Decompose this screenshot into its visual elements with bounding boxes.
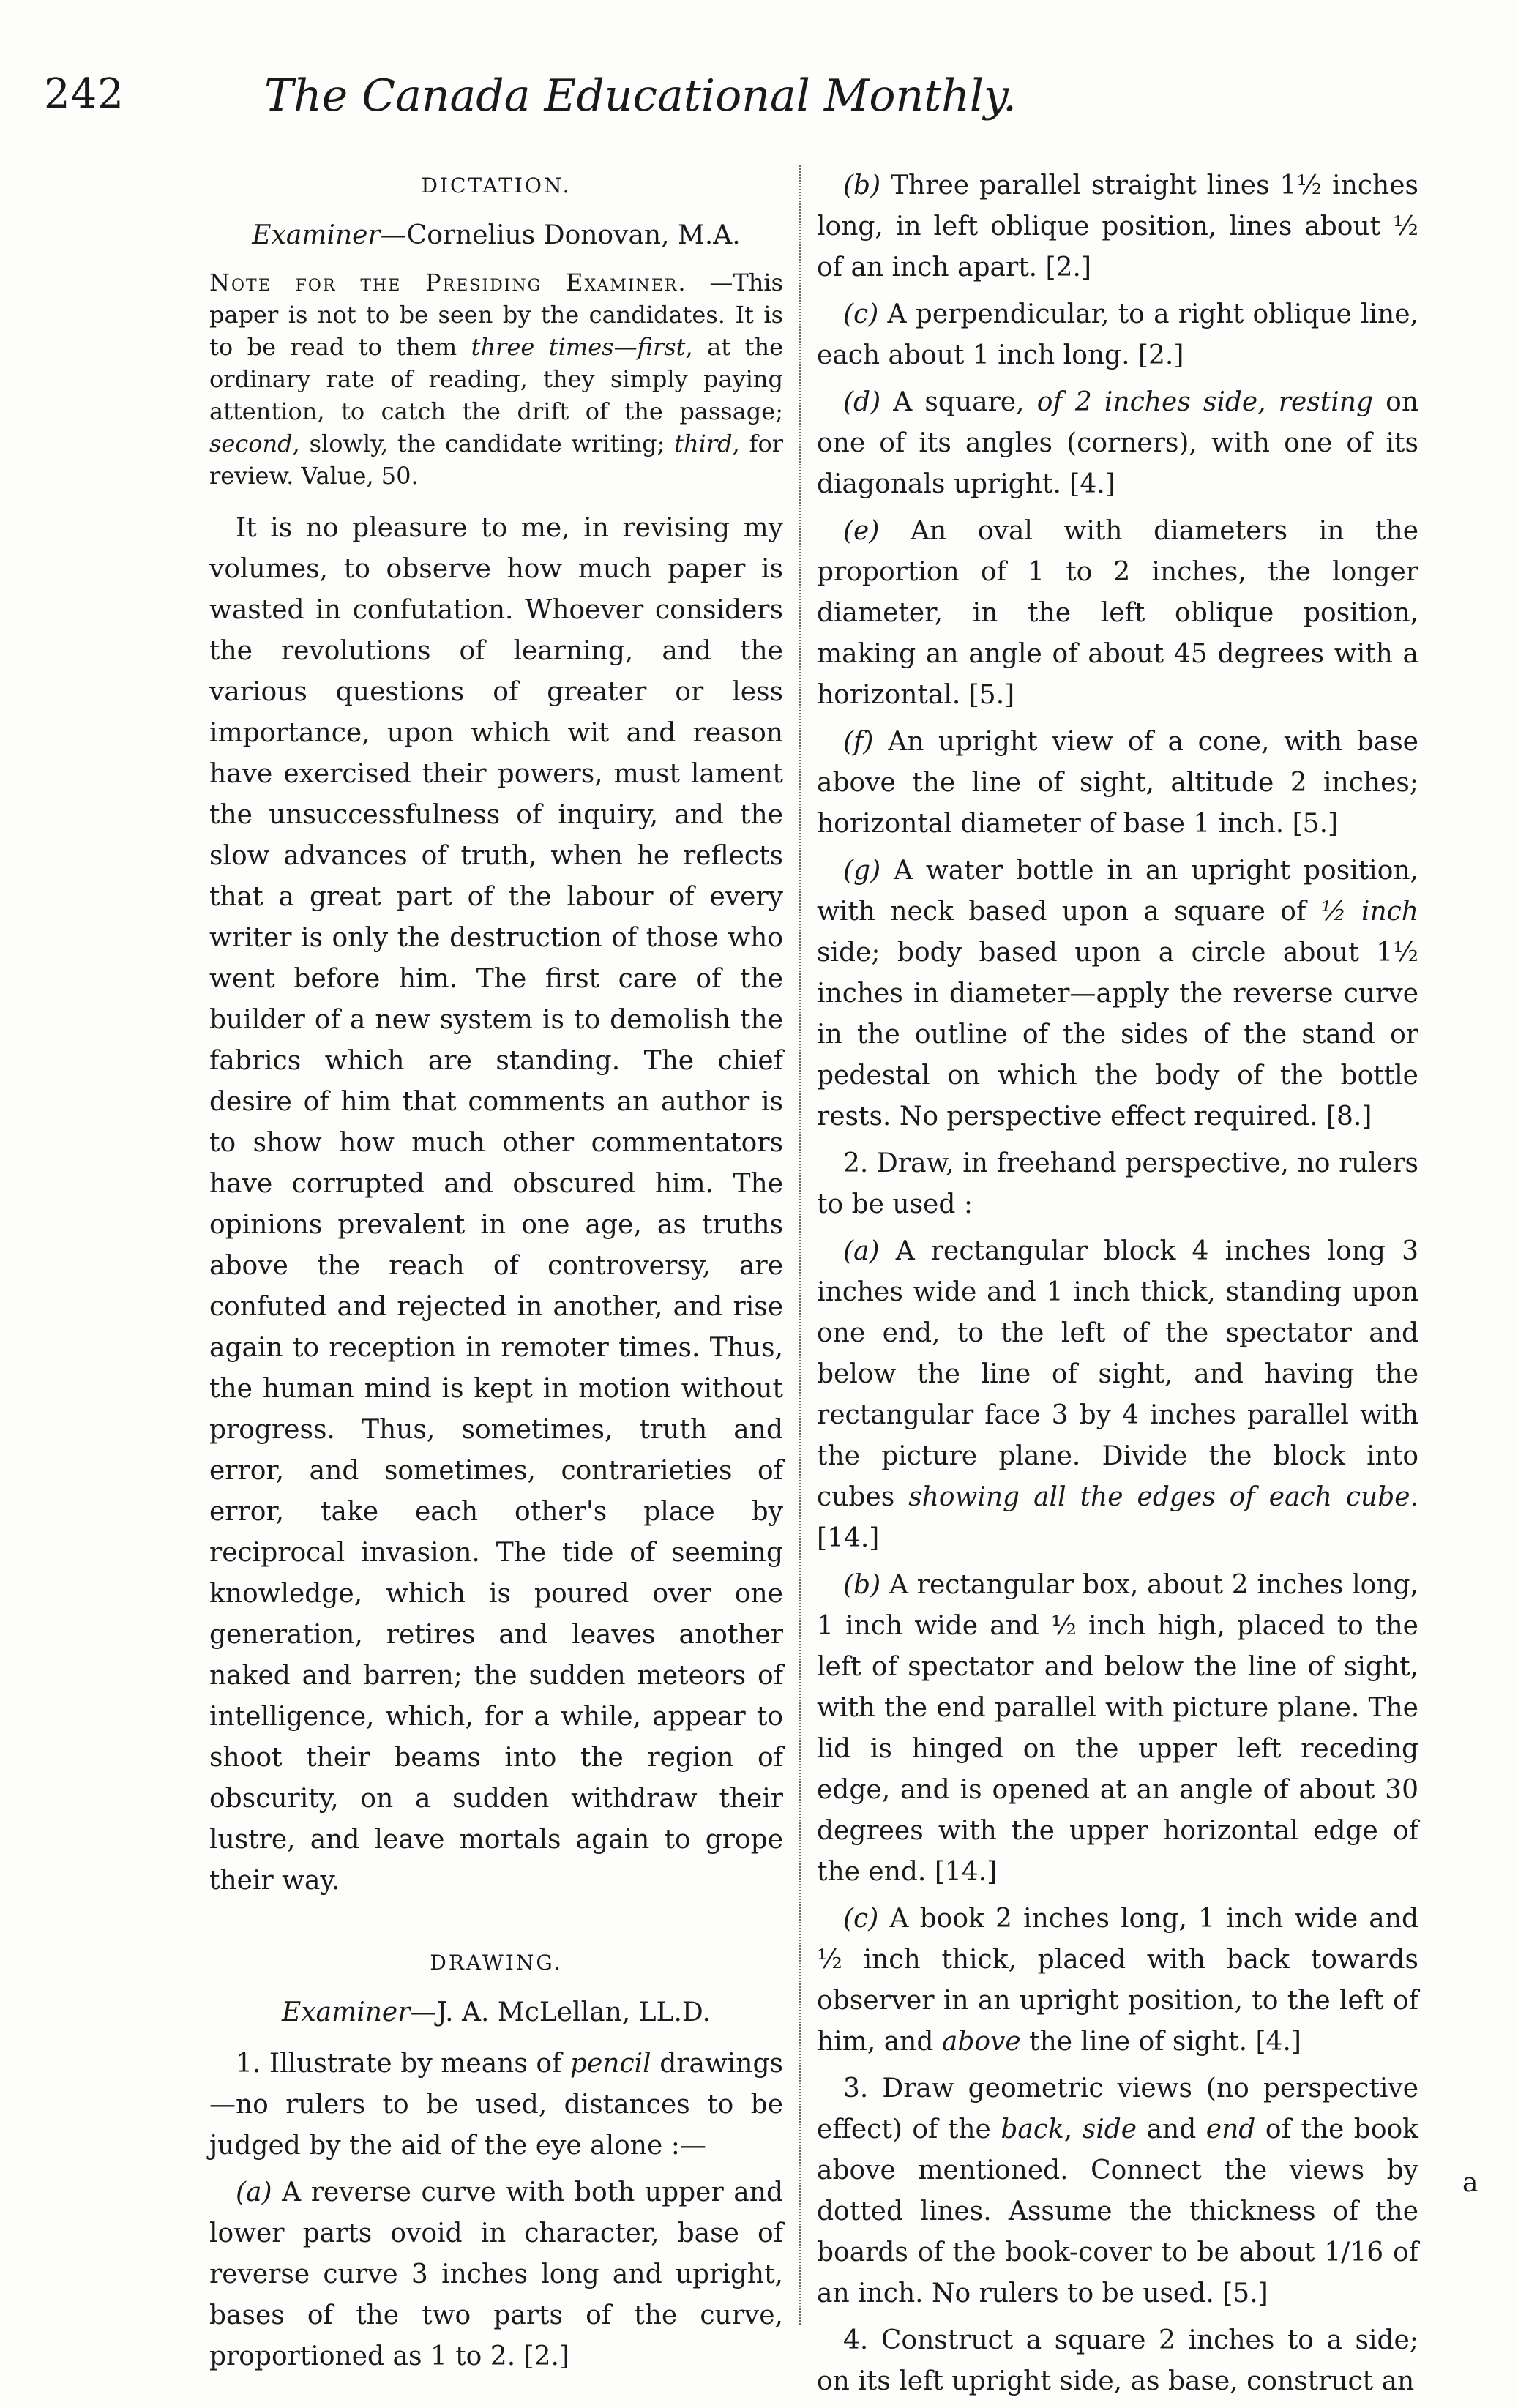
drawing-examiner	[209, 1992, 783, 2033]
note-text: —	[613, 333, 638, 361]
item-text: Three parallel straight lines 1½ inches long, in left oblique position, lines about ½ of an inch apart. [2.]	[817, 171, 1418, 283]
question-text: of the book above mentioned. Connect the views by dotted lines. Assume the thickness of the boards of the book-cover to be about 1/16 of an inch. No rulers to be used. [5.]	[817, 2115, 1418, 2308]
note-text: , at the ordinary rate of reading, they simply paying attention, to catch the drift of the passage;	[209, 333, 784, 425]
item-text: A rectangular box, about 2 inches long, 1 inch wide and ½ inch high, placed to the left of spectator and below the line of sight, with the end parallel with picture plane. The lid is hinged on the upper left receding edge, and is opened at an angle of about 30 degrees with the upper horizontal edge of the end. [14.]	[817, 1570, 1418, 1887]
question-1b	[817, 165, 1418, 288]
question-1	[209, 2044, 783, 2166]
question-text: and	[1137, 2115, 1206, 2145]
item-emphasis: showing all the edges of each cube.	[908, 1482, 1418, 1512]
note-text: —This paper is not to be seen by the candidates. It is to be read to them	[209, 269, 783, 361]
note-lead: Note for the Presiding Examiner.	[209, 269, 687, 296]
item-marker: (b)	[843, 1570, 881, 1600]
question-1e	[817, 511, 1418, 716]
drawing-heading: DRAWING.	[430, 1951, 563, 1975]
note-emphasis: first	[637, 333, 686, 361]
note-emphasis: three times	[471, 333, 614, 361]
column-divider	[799, 165, 801, 2325]
item-emphasis: ½ inch	[1320, 897, 1418, 927]
question-emphasis: pencil	[569, 2049, 651, 2079]
item-marker: (a)	[843, 1236, 880, 1266]
item-text: An oval with diameters in the proportion of 1 to 2 inches, the longer diameter, in the left oblique position, making an angle of about 45 degrees with a horizontal. [5.]	[817, 516, 1418, 710]
question-emphasis: back	[1001, 2115, 1064, 2145]
question-1f	[817, 722, 1418, 845]
item-marker: (g)	[843, 856, 881, 886]
question-1g	[817, 850, 1418, 1137]
question-text: ,	[1063, 2115, 1083, 2145]
question-text: 3. Draw geometric views (no perspective effect) of the	[817, 2074, 1418, 2145]
question-emphasis: side	[1082, 2115, 1137, 2145]
right-column	[817, 165, 1418, 2408]
note-text: , for review. Value, 50.	[209, 430, 783, 490]
examiner-label: Examiner	[252, 220, 381, 250]
question-text: 1. Illustrate by means of	[236, 2049, 570, 2079]
item-marker: (b)	[843, 171, 881, 201]
question-1a	[209, 2172, 783, 2377]
question-2a	[817, 1231, 1418, 1559]
item-marker: (f)	[843, 727, 874, 757]
question-1c	[817, 294, 1418, 376]
examiner-name: —Cornelius Donovan, M.A.	[380, 220, 741, 250]
question-2b	[817, 1565, 1418, 1893]
item-text: An upright view of a cone, with base above the line of sight, altitude 2 inches; horizontal diameter of base 1 inch. [5.]	[817, 727, 1418, 839]
item-marker: (c)	[843, 1904, 879, 1934]
item-text: A perpendicular, to a right oblique line, each about 1 inch long. [2.]	[817, 299, 1418, 370]
item-text: A square,	[880, 387, 1037, 417]
item-emphasis: above	[941, 2027, 1021, 2057]
left-column	[209, 165, 783, 2383]
presiding-examiner-note	[209, 266, 783, 492]
dictation-passage	[209, 508, 783, 1902]
item-emphasis: of 2 inches side, resting	[1036, 387, 1373, 417]
item-text: A reverse curve with both upper and lower parts ovoid in character, base of reverse curve 3 inches long and upright, bases of the two parts of the curve, proportioned as 1 to 2. [2.]	[209, 2177, 783, 2371]
item-text: [14.]	[817, 1523, 880, 1553]
item-text: A book 2 inches long, 1 inch wide and ½ inch thick, placed with back towards observer in an upright position, to the left of him, and	[817, 1904, 1418, 2057]
item-text: A water bottle in an upright position, with neck based upon a square of	[817, 856, 1418, 927]
page-number: 242	[44, 70, 124, 118]
item-text: side; body based upon a circle about 1½ inches in diameter—apply the reverse curve in the outline of the sides of the stand or pedestal on which the body of the bottle rests. No perspective effect required. [8.]	[817, 938, 1418, 1132]
item-marker: (d)	[843, 387, 881, 417]
question-4: 4. Construct a square 2 inches to a side; on its left upright side, as base, construct an	[817, 2325, 1418, 2396]
item-text: the line of sight. [4.]	[1020, 2027, 1301, 2057]
question-text: drawings —no rulers to be used, distances to be judged by the aid of the eye alone :—	[209, 2049, 784, 2161]
item-text: on one of its angles (corners), with one of its diagonals upright. [4.]	[817, 387, 1419, 499]
question-1d	[817, 382, 1418, 505]
question-3	[817, 2068, 1418, 2314]
question-emphasis: end	[1205, 2115, 1256, 2145]
item-marker: (e)	[843, 516, 880, 546]
running-head	[44, 70, 1127, 129]
examiner-name: —J. A. McLellan, LL.D.	[410, 1997, 711, 2027]
dictation-heading: DICTATION.	[421, 173, 572, 198]
item-text: A rectangular block 4 inches long 3 inches wide and 1 inch thick, standing upon one end, to the left of the spectator and below the line of sight, and having the rectangular face 3 by 4 inches parallel with the picture plane. Divide the block into cubes	[817, 1236, 1418, 1512]
journal-title: The Canada Educational Monthly.	[263, 70, 1017, 121]
margin-letter: a	[1462, 2168, 1478, 2198]
dictation-examiner	[209, 215, 783, 256]
note-emphasis: second	[209, 430, 293, 457]
question-2c	[817, 1899, 1418, 2063]
passage-paragraph: It is no pleasure to me, in revising my volumes, to observe how much paper is wasted in confutation. Whoever considers the revolutions of learning, and the various questions of greater or less importance, upon which wit and reason have exercised their powers, must lament the unsuccessfulness of inquiry, and the slow advances of truth, when he reflects that a great part of the labour of every writer is only the destruction of those who went before him. The first care of the builder of a new system is to demolish the fabrics which are standing. The chief desire of him that comments an author is to show how much other commentators have corrupted and obscured him. The opinions prevalent in one age, as truths above the reach of controversy, are confuted and rejected in another, and rise again to reception in remoter times. Thus, the human mind is kept in motion without progress. Thus, sometimes, truth and error, and sometimes, contrarieties of error, take each other's place by reciprocal invasion. The tide of seeming knowledge, which is poured over one generation, retires and leaves another naked and barren; the sudden meteors of intelligence, which, for a while, appear to shoot their beams into the region of obscurity, on a sudden withdraw their lustre, and leave mortals again to grope their way.	[209, 513, 783, 1896]
item-marker: (c)	[843, 299, 879, 329]
note-text: , slowly, the candidate writing;	[292, 430, 675, 457]
examiner-label: Examiner	[282, 1997, 411, 2027]
note-emphasis: third	[674, 430, 733, 457]
question-2: 2. Draw, in freehand perspective, no rulers to be used :	[817, 1148, 1418, 1219]
item-marker: (a)	[236, 2177, 272, 2207]
